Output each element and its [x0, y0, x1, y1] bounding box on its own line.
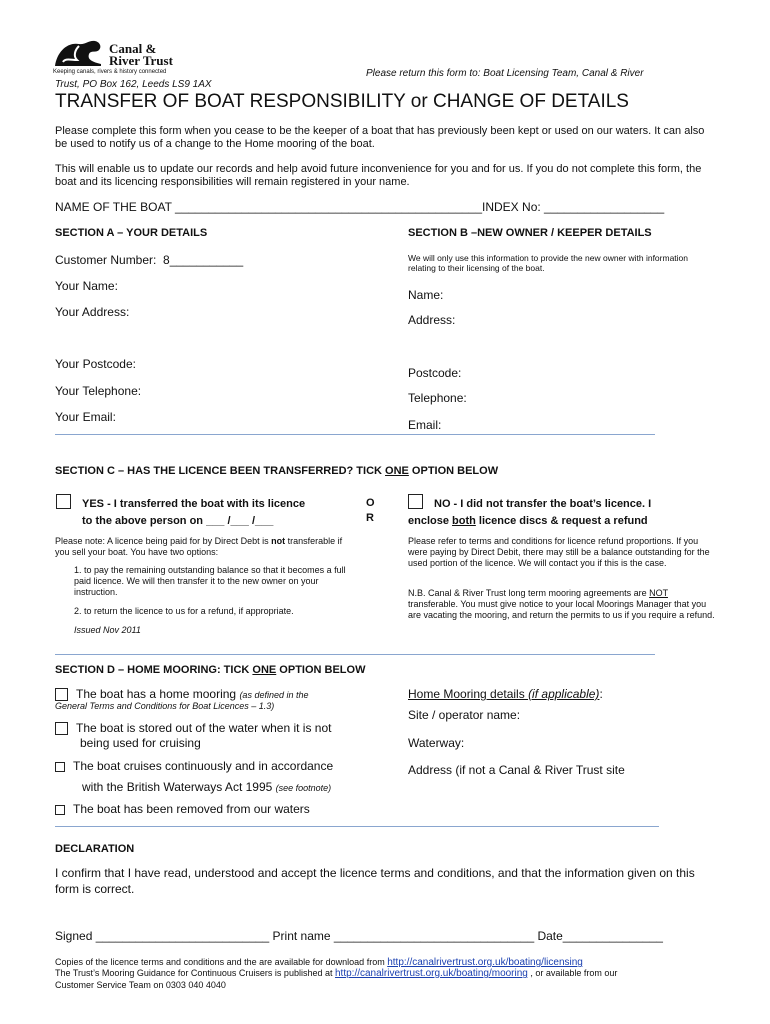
yes-checkbox[interactable]	[56, 494, 71, 509]
mooring-link[interactable]: http://canalrivertrust.org.uk/boating/mooring	[334, 968, 528, 979]
section-d-heading: SECTION D – HOME MOORING: TICK ONE OPTION BELOW	[55, 664, 366, 676]
no-checkbox[interactable]	[408, 494, 423, 509]
removed-option: The boat has been removed from our waters	[55, 802, 310, 816]
new-owner-postcode-label: Postcode:	[408, 366, 462, 380]
customer-number-field[interactable]: Customer Number: 8___________	[55, 253, 244, 267]
stored-out-option-line2: being used for cruising	[80, 736, 201, 750]
home-mooring-checkbox[interactable]	[55, 688, 68, 701]
section-c-heading-text: SECTION C – HAS THE LICENCE BEEN TRANSFERRED? TICK	[55, 465, 386, 477]
section-b-note: We will only use this information to provide the new owner with information relating to their licensing of the boat.	[408, 253, 689, 273]
home-mooring-note: General Terms and Conditions for Boat Licences – 1.3)	[55, 701, 275, 711]
issued-date: Issued Nov 2011	[74, 625, 141, 635]
mooring-address-label: Address (if not a Canal & River Trust site	[408, 763, 625, 777]
return-note: Please return this form to: Boat Licensing Team, Canal & River	[366, 68, 644, 79]
divider-3	[55, 826, 659, 827]
no-option-line2: enclose both licence discs & request a refund	[408, 515, 648, 527]
signature-line[interactable]: Signed __________________________ Print name ______________________________ Date_______________	[55, 929, 663, 943]
declaration-heading: DECLARATION	[55, 843, 135, 855]
logo-tagline: Keeping canals, rivers & history connected	[53, 69, 167, 75]
licensing-link[interactable]: http://canalrivertrust.org.uk/boating/licensing	[387, 957, 583, 968]
your-postcode-label: Your Postcode:	[55, 357, 136, 371]
section-b-heading: SECTION B –NEW OWNER / KEEPER DETAILS	[408, 227, 652, 239]
yes-option-line1: YES - I transferred the boat with its licence	[82, 498, 306, 510]
logo-name-line2: River Trust	[109, 53, 173, 68]
stored-out-option: The boat is stored out of the water when it is not	[55, 721, 331, 735]
continuous-cruise-line2: with the British Waterways Act 1995 (see footnote)	[82, 780, 332, 794]
section-c-heading-one: ONE	[385, 465, 409, 477]
stored-out-checkbox[interactable]	[55, 722, 68, 735]
intro-paragraph-1: Please complete this form when you cease to be the keeper of a boat that has previously been kept or used on our waters. It can also be used to notify us of a change to the Home mooring of the boat.	[55, 125, 705, 150]
home-mooring-option: The boat has a home mooring (as defined in the	[55, 687, 308, 701]
continuous-cruise-option: The boat cruises continuously and in accordance	[55, 759, 333, 773]
page-title: TRANSFER OF BOAT RESPONSIBILITY or CHANGE OF DETAILS	[55, 91, 629, 112]
section-c-heading	[55, 465, 498, 477]
logo	[53, 38, 183, 80]
footer-line-1: Copies of the licence terms and conditions and the are available for download from http://canalrivertrust.org.uk/boating/licensing	[55, 957, 583, 968]
divider-2	[55, 654, 655, 655]
boat-name-field[interactable]: NAME OF THE BOAT ______________________________________________INDEX No: __________________	[55, 200, 665, 214]
new-owner-telephone-label: Telephone:	[408, 391, 467, 405]
mooring-agreement-note: N.B. Canal & River Trust long term mooring agreements are NOT transferable. You must give notice to your local Moorings Manager that you are vacating the mooring, and return the permits to us if you require a refund.	[408, 588, 715, 620]
yes-option-date-field[interactable]: to the above person on ___ /___ /___	[82, 515, 274, 527]
removed-checkbox[interactable]	[55, 805, 65, 815]
new-owner-address-label: Address:	[408, 313, 456, 327]
intro-paragraph-2: This will enable us to update our records and help avoid future inconvenience for you and for us. If you do not complete this form, the boat and its licencing responsibilities will remain registered in your name.	[55, 163, 702, 188]
new-owner-name-label: Name:	[408, 288, 444, 302]
your-telephone-label: Your Telephone:	[55, 384, 142, 398]
or-label-bottom: R	[366, 512, 374, 521]
no-option-line1: NO - I did not transfer the boat’s licence. I	[434, 498, 652, 510]
option-1-text: 1. to pay the remaining outstanding balance so that it becomes a full paid licence. We will then transfer it to the new owner on your instruction.	[74, 565, 346, 597]
refund-note: Please refer to terms and conditions for licence refund proportions. If you were paying by Direct Debit, there may still be a balance outstanding for the used portion of the licence. We will contact you if this is the case.	[408, 536, 710, 568]
section-a-heading: SECTION A – YOUR DETAILS	[55, 227, 208, 239]
footer-line-2: The Trust’s Mooring Guidance for Continuous Cruisers is published at http://canalrivertrust.org.uk/boating/mooring , or available from our	[55, 968, 618, 979]
return-address: Trust, PO Box 162, Leeds LS9 1AX	[55, 79, 212, 90]
home-mooring-details-heading: Home Mooring details (if applicable):	[408, 687, 603, 701]
continuous-cruise-checkbox[interactable]	[55, 762, 65, 772]
declaration-text: I confirm that I have read, understood and accept the licence terms and conditions, and that the information given on this form is correct.	[55, 866, 695, 896]
your-name-label: Your Name:	[55, 279, 118, 293]
site-operator-label: Site / operator name:	[408, 708, 521, 722]
divider-1	[55, 434, 655, 435]
option-2-text: 2. to return the licence to us for a refund, if appropriate.	[74, 606, 294, 616]
waterway-label: Waterway:	[408, 736, 465, 750]
logo-name-line1: Canal &	[109, 41, 157, 56]
or-label-top: O	[366, 497, 375, 509]
swan-logo-icon	[53, 38, 105, 68]
new-owner-email-label: Email:	[408, 418, 442, 432]
section-c-heading-post: OPTION BELOW	[408, 465, 499, 477]
your-address-label: Your Address:	[55, 305, 130, 319]
direct-debit-note: Please note: A licence being paid for by Direct Debt is not transferable if you sell your boat. You have two options:	[55, 536, 343, 557]
footer-line-3: Customer Service Team on 0303 040 4040	[55, 980, 226, 990]
your-email-label: Your Email:	[55, 410, 116, 424]
